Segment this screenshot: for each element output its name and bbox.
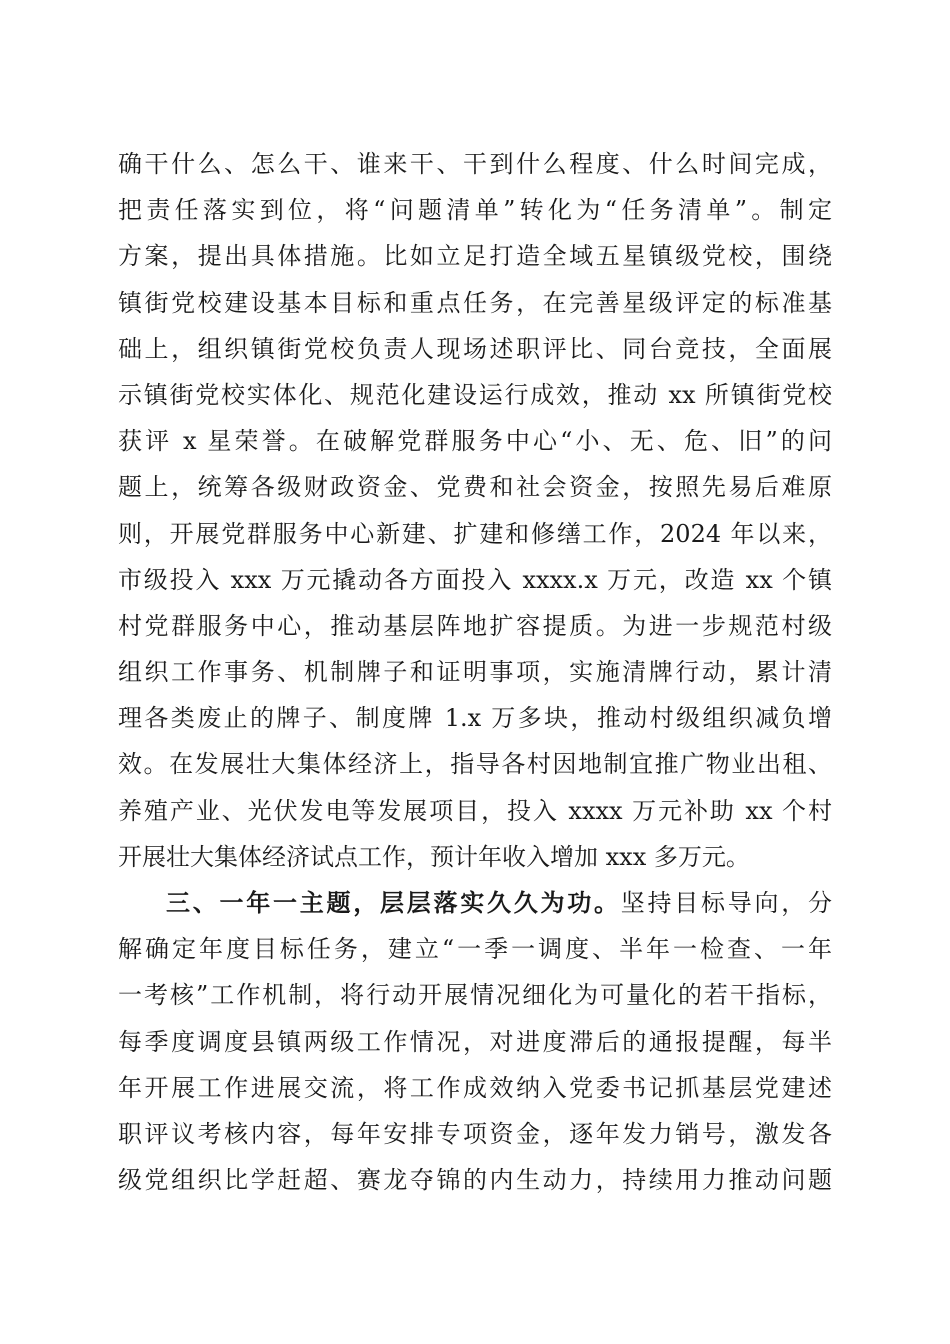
text-line: 养殖产业、光伏发电等发展项目，投入 xxxx 万元补助 xx 个村 [118, 796, 832, 825]
text-line: 年开展工作进展交流，将工作成效纳入党委书记抓基层党建述 [118, 1073, 832, 1102]
paragraph-1 [118, 141, 832, 880]
text-line: 村党群服务中心，推动基层阵地扩容提质。为进一步规范村级 [118, 611, 832, 640]
text-line: 级党组织比学赶超、赛龙夺锦的内生动力，持续用力推动问题 [118, 1166, 832, 1195]
text-line: 职评议考核内容，每年安排专项资金，逐年发力销号，激发各 [118, 1119, 832, 1148]
text-line: 组织工作事务、机制牌子和证明事项，实施清牌行动，累计清 [118, 658, 832, 687]
text-line: 确干什么、怎么干、谁来干、干到什么程度、什么时间完成， [118, 150, 832, 178]
text-line: 理各类废止的牌子、制度牌 1.x 万多块，推动村级组织减负增 [118, 704, 832, 733]
body-text [118, 141, 832, 1203]
text-line: 获评 x 星荣誉。在破解党群服务中心“小、无、危、旧”的问 [118, 427, 832, 456]
text-line: 一考核”工作机制，将行动开展情况细化为可量化的若干指标， [118, 981, 832, 1010]
text-line: 每季度调度县镇两级工作情况，对进度滞后的通报提醒，每半 [118, 1027, 832, 1056]
section-heading: 三、一年一主题，层层落实久久为功。 [166, 888, 621, 917]
text-line: 示镇街党校实体化、规范化建设运行成效，推动 xx 所镇街党校 [118, 380, 832, 409]
text-line [118, 880, 832, 926]
text-line: 题上，统筹各级财政资金、党费和社会资金，按照先易后难原 [118, 473, 832, 502]
text-line: 解确定年度目标任务，建立“一季一调度、半年一检查、一年 [118, 935, 832, 964]
text-line: 开展壮大集体经济试点工作，预计年收入增加 xxx 多万元。 [118, 842, 750, 871]
text-line: 方案，提出具体措施。比如立足打造全域五星镇级党校，围绕 [118, 242, 832, 271]
text-line: 把责任落实到位，将“问题清单”转化为“任务清单”。制定 [118, 196, 832, 225]
text-line: 础上，组织镇街党校负责人现场述职评比、同台竞技，全面展 [118, 334, 832, 363]
paragraph-2 [118, 880, 832, 1203]
text-line: 市级投入 xxx 万元撬动各方面投入 xxxx.x 万元，改造 xx 个镇 [118, 565, 832, 594]
text-line: 效。在发展壮大集体经济上，指导各村因地制宜推广物业出租、 [118, 750, 832, 779]
heading-line-rest: 坚持目标导向，分 [620, 889, 832, 917]
text-line: 镇街党校建设基本目标和重点任务，在完善星级评定的标准基 [118, 288, 832, 317]
text-line: 则，开展党群服务中心新建、扩建和修缮工作，2024 年以来， [118, 519, 832, 548]
